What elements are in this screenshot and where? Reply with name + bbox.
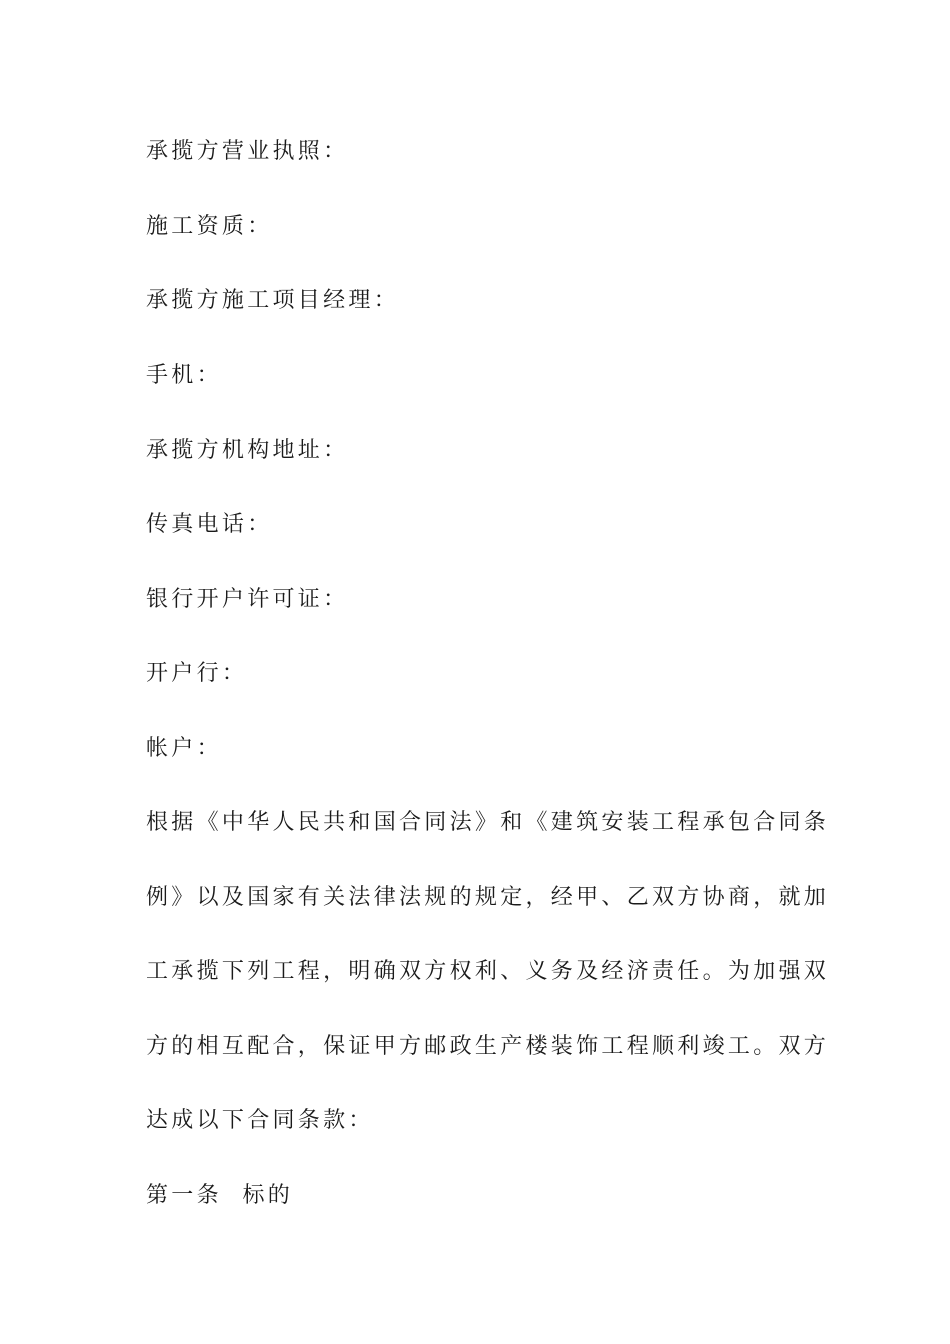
- field-account: 帐户：: [146, 736, 222, 761]
- field-fax-phone: 传真电话：: [146, 512, 273, 537]
- paragraph-line: 例》以及国家有关法律法规的规定，经甲、乙双方协商，就加: [146, 885, 830, 910]
- paragraph-line: 根据《中华人民共和国合同法》和《建筑安装工程承包合同条: [146, 810, 830, 835]
- field-contractor-address: 承揽方机构地址：: [146, 438, 349, 463]
- field-contractor-business-license: 承揽方营业执照：: [146, 139, 349, 164]
- field-construction-qualification: 施工资质：: [146, 214, 273, 239]
- field-project-manager: 承揽方施工项目经理：: [146, 288, 400, 313]
- paragraph-line: 达成以下合同条款：: [146, 1108, 374, 1133]
- paragraph-line: 工承揽下列工程，明确双方权利、义务及经济责任。为加强双: [146, 959, 830, 984]
- article-heading: 第一条 标的: [146, 1183, 294, 1208]
- field-mobile-phone: 手机：: [146, 363, 222, 388]
- paragraph-line: 方的相互配合，保证甲方邮政生产楼装饰工程顺利竣工。双方: [146, 1034, 830, 1059]
- field-opening-bank: 开户行：: [146, 661, 248, 686]
- field-bank-account-permit: 银行开户许可证：: [146, 587, 349, 612]
